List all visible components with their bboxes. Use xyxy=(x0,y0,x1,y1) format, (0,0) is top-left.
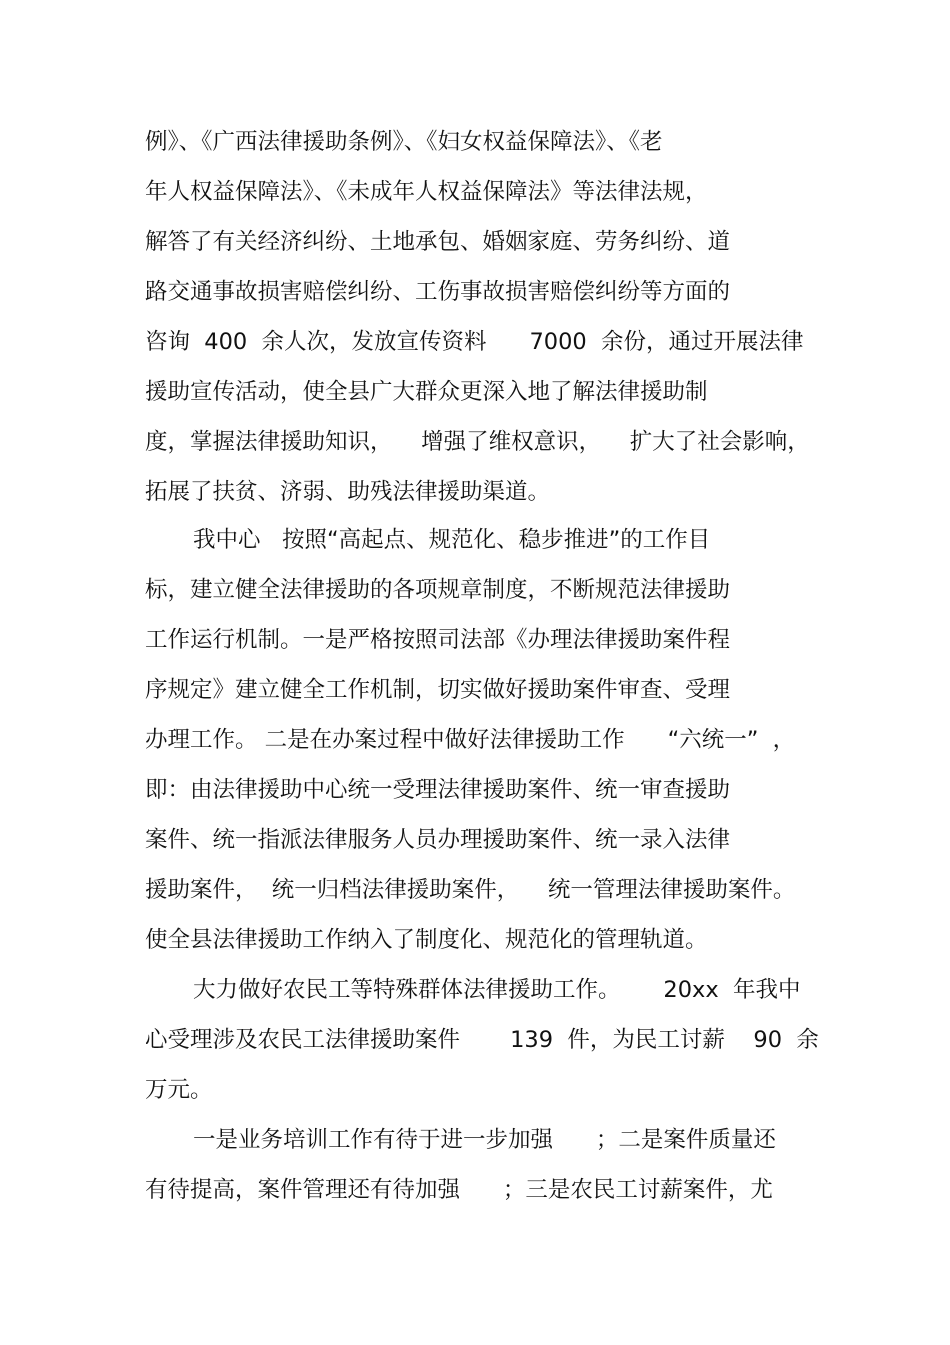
paragraph-line: 例》、《广西法律援助条例》、《妇女权益保障法》、《老 xyxy=(145,129,663,155)
paragraph-line: 度，掌握法律援助知识， 增强了维权意识， 扩大了社会影响， xyxy=(145,429,810,455)
paragraph-line: 拓展了扶贫、济弱、助残法律援助渠道。 xyxy=(145,479,551,505)
paragraph-line: 解答了有关经济纠纷、土地承包、婚姻家庭、劳务纠纷、道 xyxy=(145,229,731,255)
paragraph-line: 援助案件， 统一归档法律援助案件， 统一管理法律援助案件。 xyxy=(145,877,796,903)
paragraph-line: 办理工作。 二是在办案过程中做好法律援助工作 “六统一” ， xyxy=(145,727,796,753)
paragraph-line: 工作运行机制。一是严格按照司法部《办理法律援助案件程 xyxy=(145,627,731,653)
paragraph-line: 标，建立健全法律援助的各项规章制度，不断规范法律援助 xyxy=(145,577,731,603)
paragraph-line: 序规定》建立健全工作机制，切实做好援助案件审查、受理 xyxy=(145,677,731,703)
paragraph-line: 使全县法律援助工作纳入了制度化、规范化的管理轨道。 xyxy=(145,927,708,953)
paragraph-line: 年人权益保障法》、《未成年人权益保障法》等法律法规， xyxy=(145,179,708,205)
paragraph-line: 大力做好农民工等特殊群体法律援助工作。 20xx 年我中 xyxy=(193,977,801,1003)
paragraph-line: 咨询 400 余人次，发放宣传资料 7000 余份，通过开展法律 xyxy=(145,329,804,355)
paragraph-line: 案件、统一指派法律服务人员办理援助案件、统一录入法律 xyxy=(145,827,731,853)
paragraph-line: 我中心 按照“高起点、规范化、稳步推进”的工作目 xyxy=(193,527,711,553)
paragraph-line: 有待提高，案件管理还有待加强 ；三是农民工讨薪案件，尤 xyxy=(145,1177,773,1203)
paragraph-line: 援助宣传活动，使全县广大群众更深入地了解法律援助制 xyxy=(145,379,708,405)
paragraph-line: 即：由法律援助中心统一受理法律援助案件、统一审查援助 xyxy=(145,777,731,803)
paragraph-line: 万元。 xyxy=(145,1077,213,1103)
paragraph-line: 心受理涉及农民工法律援助案件 139 件，为民工讨薪 90 余 xyxy=(145,1027,819,1053)
paragraph-line: 一是业务培训工作有待于进一步加强 ；二是案件质量还 xyxy=(193,1127,776,1153)
paragraph-line: 路交通事故损害赔偿纠纷、工伤事故损害赔偿纠纷等方面的 xyxy=(145,279,731,305)
